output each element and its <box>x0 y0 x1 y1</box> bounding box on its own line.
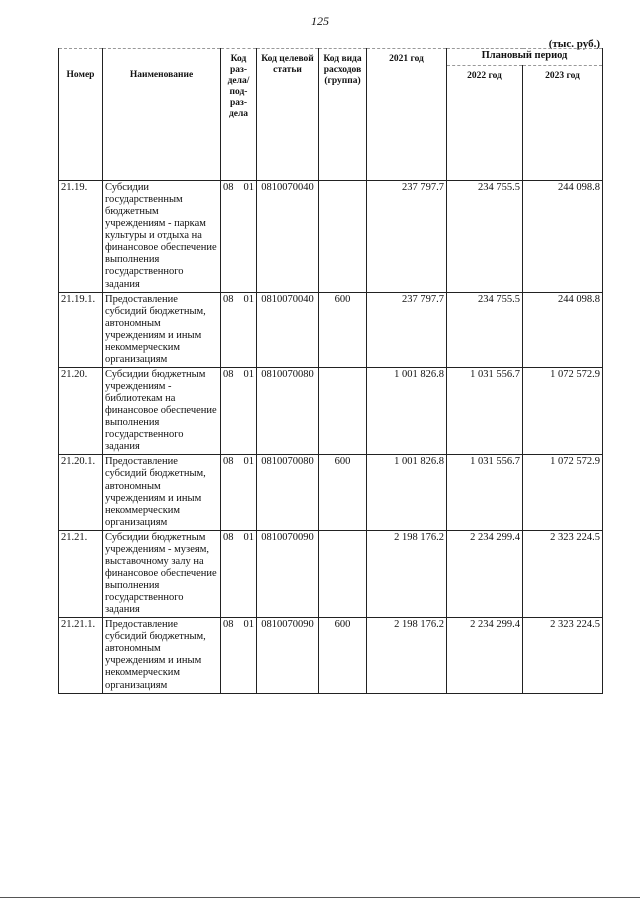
row-section <box>221 455 257 530</box>
row-number: 21.21.1. <box>59 618 103 693</box>
table-row <box>59 367 603 454</box>
row-expense: 600 <box>319 455 367 530</box>
row-number: 21.20.1. <box>59 455 103 530</box>
row-number: 21.20. <box>59 367 103 454</box>
row-expense: 600 <box>319 618 367 693</box>
table-body <box>59 181 603 694</box>
row-section <box>221 292 257 367</box>
row-section-b: 01 <box>243 456 254 468</box>
row-number: 21.19. <box>59 181 103 293</box>
row-2022: 234 755.5 <box>447 292 523 367</box>
budget-table <box>58 48 603 694</box>
row-2021: 2 198 176.2 <box>367 530 447 617</box>
row-2022: 234 755.5 <box>447 181 523 293</box>
row-target: 0810070090 <box>257 618 319 693</box>
row-target: 0810070080 <box>257 455 319 530</box>
header-expense: Код вида расходов (группа) <box>319 49 367 181</box>
table-row <box>59 618 603 693</box>
row-section-a: 08 <box>223 182 234 193</box>
row-2023: 1 072 572.9 <box>523 455 603 530</box>
table-row <box>59 530 603 617</box>
row-section-a: 08 <box>223 368 234 380</box>
row-section <box>221 181 257 293</box>
header-row-top <box>59 49 603 66</box>
page-bottom-rule <box>0 897 640 898</box>
row-2022: 1 031 556.7 <box>447 367 523 454</box>
row-section <box>221 367 257 454</box>
row-2023: 1 072 572.9 <box>523 367 603 454</box>
row-section-b: 01 <box>243 368 254 380</box>
table-row <box>59 292 603 367</box>
row-name: Предоставление субсидий бюджетным, автономным учреждениям и иным некоммерческим организациям <box>103 455 221 530</box>
row-expense: 600 <box>319 292 367 367</box>
row-name: Предоставление субсидий бюджетным, автономным учреждениям и иным некоммерческим организациям <box>103 292 221 367</box>
row-section <box>221 618 257 693</box>
page-number: 125 <box>311 14 329 28</box>
row-number: 21.19.1. <box>59 292 103 367</box>
row-target: 0810070090 <box>257 530 319 617</box>
row-expense <box>319 530 367 617</box>
row-name: Субсидии государственным бюджетным учреждениям - паркам культуры и отдыха на финансовое обеспечение выполнения государственного задания <box>103 181 221 293</box>
row-2021: 237 797.7 <box>367 292 447 367</box>
row-expense <box>319 181 367 293</box>
header-2023: 2023 год <box>523 66 603 181</box>
row-2022: 2 234 299.4 <box>447 530 523 617</box>
header-2021: 2021 год <box>367 49 447 181</box>
header-name: Наименование <box>103 49 221 181</box>
row-name: Предоставление субсидий бюджетным, автономным учреждениям и иным некоммерческим организациям <box>103 618 221 693</box>
row-2023: 2 323 224.5 <box>523 618 603 693</box>
row-2022: 1 031 556.7 <box>447 455 523 530</box>
table-row <box>59 181 603 293</box>
header-2022: 2022 год <box>447 66 523 181</box>
row-2023: 244 098.8 <box>523 181 603 293</box>
header-target: Код целевой статьи <box>257 49 319 181</box>
header-section: Код раз-дела/ под-раз-дела <box>221 49 257 181</box>
row-number: 21.21. <box>59 530 103 617</box>
row-2023: 244 098.8 <box>523 292 603 367</box>
row-name: Субсидии бюджетным учреждениям - библиотекам на финансовое обеспечение выполнения государственного задания <box>103 367 221 454</box>
row-section-a: 08 <box>223 531 234 543</box>
row-target: 0810070080 <box>257 367 319 454</box>
row-2021: 237 797.7 <box>367 181 447 293</box>
units-label: (тыс. руб.) <box>548 38 600 50</box>
row-section-b: 01 <box>243 619 254 631</box>
row-2023: 2 323 224.5 <box>523 530 603 617</box>
header-planned-period: Плановый период <box>447 49 603 66</box>
row-expense <box>319 367 367 454</box>
row-section-a: 08 <box>223 293 234 305</box>
row-section-b: 01 <box>243 531 254 543</box>
table-row <box>59 455 603 530</box>
row-2022: 2 234 299.4 <box>447 618 523 693</box>
row-section-b: 01 <box>243 182 254 193</box>
row-section-a: 08 <box>223 619 234 631</box>
row-target: 0810070040 <box>257 181 319 293</box>
row-2021: 2 198 176.2 <box>367 618 447 693</box>
row-2021: 1 001 826.8 <box>367 367 447 454</box>
row-name: Субсидии бюджетным учреждениям - музеям, выставочному залу на финансовое обеспечение выполнения государственного задания <box>103 530 221 617</box>
header-number: Номер <box>59 49 103 181</box>
row-target: 0810070040 <box>257 292 319 367</box>
row-section-a: 08 <box>223 456 234 468</box>
row-section-b: 01 <box>243 293 254 305</box>
row-section <box>221 530 257 617</box>
row-2021: 1 001 826.8 <box>367 455 447 530</box>
